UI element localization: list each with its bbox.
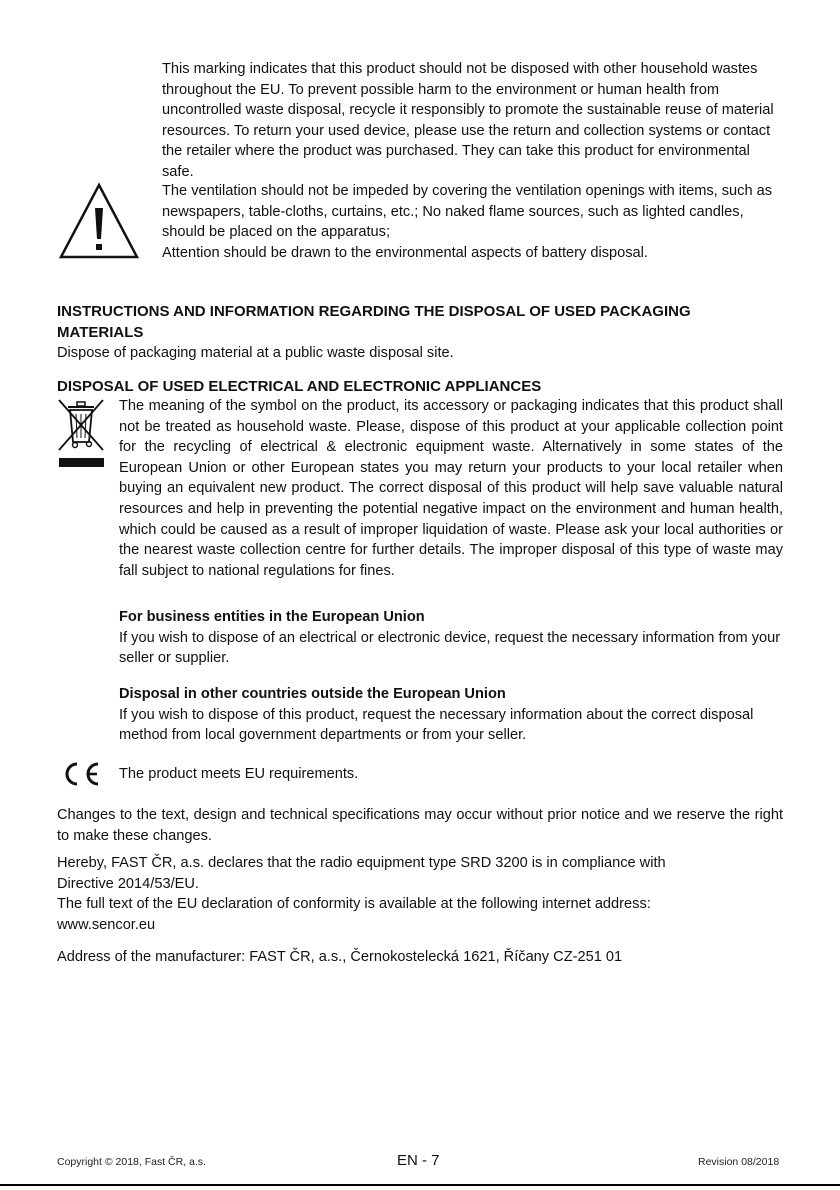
- business-heading: For business entities in the European Union: [119, 609, 425, 625]
- website-link[interactable]: www.sencor.eu: [57, 916, 156, 933]
- manufacturer-address: Address of the manufacturer: FAST ČR, a.s., Černokostelecká 1621, Říčany CZ-251 01: [57, 949, 623, 965]
- warning-triangle-icon: [58, 182, 140, 260]
- packaging-paragraph: Dispose of packaging material at a public waste disposal site.: [57, 345, 454, 362]
- packaging-heading: INSTRUCTIONS AND INFORMATION REGARDING THE DISPOSAL OF USED PACKAGING MATERIALS: [57, 303, 691, 341]
- weee-heading: DISPOSAL OF USED ELECTRICAL AND ELECTRONIC APPLIANCES: [57, 378, 542, 395]
- other-countries-paragraph: If you wish to dispose of this product, request the necessary information about the correct disposal method from local government departments or from your seller.: [119, 706, 754, 744]
- page-number: EN - 7: [397, 1152, 440, 1169]
- footer-revision: Revision 08/2018: [698, 1156, 780, 1168]
- weee-paragraph: The meaning of the symbol on the product, its accessory or packaging indicates that this product shall not be treated as household waste. Please, dispose of this product at your applicable collection point for the recycling of electrical & electronic equipment waste. Alternatively in some states of the European Union or other European states you may return your products to your local retailer when buying an equivalent new product. The correct disposal of this product will help save valuable natural resources and help in preventing the potential negative impact on the environment and human health, which could be caused as a result of improper liquidation of waste. Please ask your local authorities or the nearest waste collection centre for further details. The improper disposal of this type of waste may fall subject to national regulations for fines.: [119, 398, 783, 579]
- footer-copyright: Copyright © 2018, Fast ČR, a.s.: [57, 1156, 206, 1168]
- crossed-bin-icon: [56, 396, 106, 470]
- ventilation-paragraph: The ventilation should not be impeded by covering the ventilation openings with items, such as newspapers, table-cloths, curtains, etc.; No naked flame sources, such as lighted candles, should be placed on the apparatus;: [162, 183, 773, 241]
- declaration-paragraph: Hereby, FAST ČR, a.s. declares that the radio equipment type SRD 3200 is in compliance with Directive 2014/53/EU.: [57, 855, 666, 892]
- business-paragraph: If you wish to dispose of an electrical or electronic device, request the necessary information from your seller or supplier.: [119, 629, 781, 667]
- bottom-rule: [0, 1184, 840, 1186]
- changes-paragraph: Changes to the text, design and technical specifications may occur without prior notice and we reserve the right to make these changes.: [57, 807, 783, 844]
- ce-paragraph: The product meets EU requirements.: [119, 766, 359, 782]
- conformity-paragraph: The full text of the EU declaration of conformity is available at the following internet address: www.sencor.eu: [57, 896, 651, 933]
- other-countries-heading: Disposal in other countries outside the European Union: [119, 686, 506, 702]
- marking-paragraph: This marking indicates that this product should not be disposed with other household wastes throughout the EU. To prevent possible harm to the environment or human health from uncontrolled waste disposal, recycle it responsibly to promote the sustainable reuse of material resources. To return your used device, please use the return and collection systems or contact the retailer where the product was purchased. They can take this product for environmental safe.: [162, 61, 774, 180]
- ce-mark-icon: [60, 761, 102, 787]
- battery-paragraph: Attention should be drawn to the environmental aspects of battery disposal.: [162, 244, 648, 261]
